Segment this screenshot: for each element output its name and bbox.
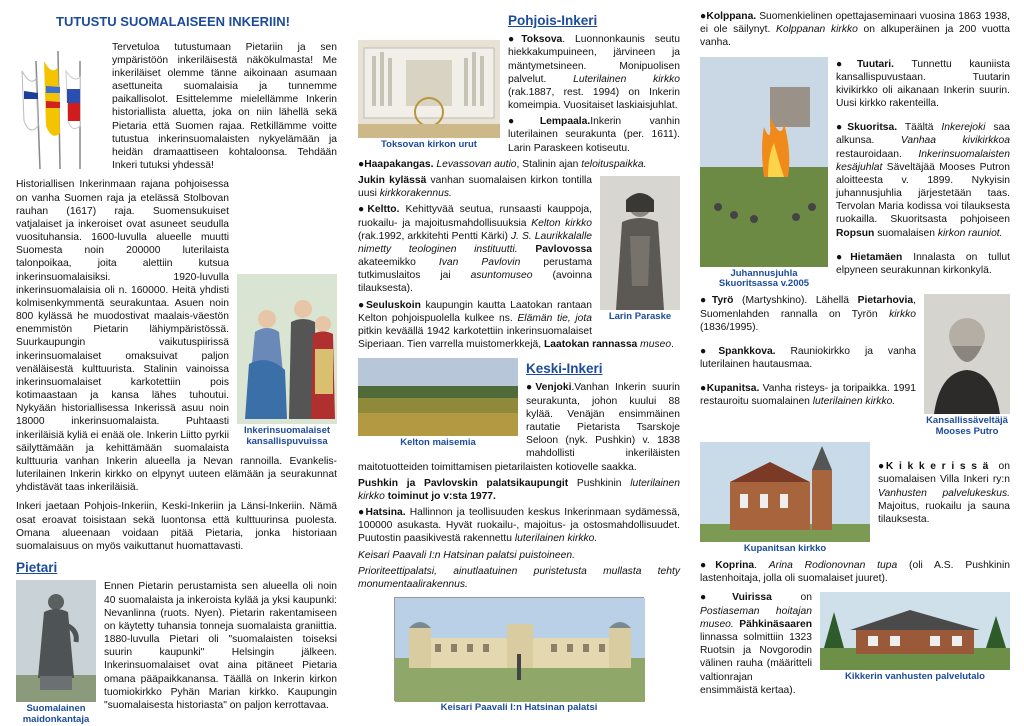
statue-image — [16, 580, 96, 702]
kelto-church: Kelton kirkko — [531, 217, 593, 229]
toksova-church: Luterilainen kirkko — [573, 73, 680, 85]
skuoritsa-text-i: Inkerejoki — [941, 122, 986, 134]
pavlovossa-text2: perustama tutkimuslaitos jai — [358, 257, 592, 282]
pavlovossa-name: Pavlovossa — [517, 243, 592, 255]
skuoritsa-name: Skuoritsa. — [847, 122, 898, 134]
kelton-image — [358, 358, 518, 436]
pavlovossa-text: akateemikko — [358, 257, 439, 269]
toksova-name: Toksova — [521, 34, 563, 46]
intro-paragraph: Tervetuloa tutustumaan Pietariin ja sen ympäristöön inkeriläisestä näkökulmasta! Me inkeriläiset olemme tänne aikoinaan asumaan asettuneita suomalaisia ja tunnemme paikallisolot. Esittelemme mielellämme Inkerin historiallista aluetta, joka on niin lähellä sekä Pietaria että Suomen rajaa. Retkillämme voitte tutustua inkerinsuomalaisten nykyelämään ja heidän dramaattiseen kohtaloonsa. Tehdään Inkeri tutuksi yhdessä! — [112, 41, 337, 172]
history-paragraph-2: Inkeri jaetaan Pohjois-Inkeriin, Keski-Inkeriin ja Länsi-Inkeriin. Nämä osat eroavat toisistaan sekä luontonsa että kulttuurinsa puolesta. Omana alueenaan voidaan pitää Pietaria, jonka historiaan suomalaisuus on myös vaikuttanut huomattavasti. — [16, 501, 337, 552]
haapakangas-text-i: Levassovan autio — [433, 158, 517, 170]
hatsina-text-i: luterilainen kirkko. — [514, 533, 598, 545]
ropsun-text: suomalaisen — [874, 227, 938, 239]
haapakangas-text-i2: teloituspaikka. — [581, 158, 647, 170]
organ-caption: Toksovan kirkon urut — [381, 139, 477, 150]
keski-inkeri-title: Keski-Inkeri — [526, 361, 603, 377]
column-3 — [700, 10, 1010, 716]
kupanitsa-text: Vanha risteys- ja toripaikka. 1991 restauroitu suomalainen — [700, 383, 916, 408]
jukin-text-i: kirkkorakennus. — [379, 188, 452, 200]
kikkerissa-text2: Majoitus, ruokailu ja sauna tilauksesta. — [878, 500, 1010, 525]
tuutari-name: Tuutari. — [857, 58, 894, 70]
haapakangas-name: Haapakangas. — [364, 158, 434, 170]
spankkova-name: Spankkova. — [718, 345, 776, 357]
organ-image — [358, 40, 500, 138]
seuluskoin-text2: pitkin keväällä 1942 karkotettiin inkerinsuomalaiset Siperiaan. Tien varrella muistomerkkejä, — [358, 325, 592, 351]
bullet-icon: ● — [836, 251, 851, 263]
tyro-text3: (1836/1995). — [700, 321, 759, 333]
bullet-icon: ● — [836, 122, 848, 134]
pohjois-inkeri-title: Pohjois-Inkeri — [508, 13, 598, 28]
bullet-icon: ● — [700, 560, 716, 572]
seuluskoin-name: Seuluskoin — [365, 299, 421, 311]
vuirissa-text: on — [771, 592, 812, 604]
hatsina-name: Hatsina. — [365, 507, 406, 519]
putro-caption: Kansallissäveltäjä Mooses Putro — [926, 415, 1008, 438]
bullet-icon: ● — [878, 461, 886, 473]
hietamaen-text: Innalasta on tullut elpyneen seurakunnan kirkonkylä. — [836, 251, 1010, 276]
kupanitsa-image — [700, 442, 870, 542]
kelton-figure — [358, 358, 518, 449]
tyro-name: Tyrö — [711, 295, 734, 307]
haapakangas-text: , Stalinin ajan — [516, 158, 582, 170]
folk-costumes-caption: Inkerinsuomalaiset kansallispuvuissa — [243, 425, 331, 448]
juhannus-figure — [700, 57, 828, 291]
vanhusten-caption: Kikkerin vanhusten palvelutalo — [845, 671, 985, 683]
toksova-text: . Luonnonkaunis seutu hiekkakumpuineen, järvineen ja mäntymetsineen. Monipuolisen palvelut. — [508, 34, 680, 85]
koprina-text2: (oli A.S. Pushkinin lastenhoitaja, jolla oli suomalaiset juuret). — [700, 560, 1010, 585]
venjoki-text: .Vanhan Inkerin suurin seurakunta, johon kuului 88 kylää. Venäjän ensimmäinen rautatie Pietarista Tsarskoje Seloon (nyk. Pushkin) v. 1838 mahdollisti inkeriläisten maitotuotteiden toimittamisen pietarilaisten kotiovelle saakka. — [358, 382, 680, 473]
bullet-icon: ● — [700, 11, 707, 22]
kupanitsa-figure — [700, 442, 870, 555]
bullet-icon: ● — [836, 58, 857, 70]
vanhusten-figure — [820, 592, 1010, 683]
bullet-icon: ● — [358, 299, 366, 311]
spankkova-text: Rauniokirkko ja vanha luterilainen hautausmaa. — [700, 345, 916, 371]
bullet-icon: ● — [358, 158, 365, 170]
kikkerissa-name: Kikkerissä — [885, 461, 995, 473]
bullet-icon: ● — [700, 295, 712, 307]
folk-costumes-figure — [237, 274, 337, 448]
palace-figure — [394, 597, 644, 714]
paraske-image — [600, 176, 680, 310]
tyro-text-i: kirkko — [889, 308, 916, 320]
seuluskoin-text: kaupungin kautta Laatokan rantaan Kelton pohjoispuolella kulkee ns. — [358, 299, 592, 324]
palace-image — [394, 597, 644, 701]
koprina-name: Koprina — [715, 560, 755, 572]
kupanitsa-name: Kupanitsa. — [706, 383, 760, 395]
jukin-text: vanhan suomalaisen kirkon tontilla uusi — [358, 174, 592, 200]
juhannus-caption: Juhannusjuhla Skuoritsassa v.2005 — [718, 267, 810, 290]
pietari-paragraph: Ennen Pietarin perustamista sen alueella oli noin 40 suomalaista ja inkeroista kylää ja yksi kaupunki: Nevanlinna (ruots. Nyen). Pietarin rakentamiseen on käytetty tuhansia tonneja suomalaista graniittia. 1880-luvulla Pietari oli "suomalaisten toiseksi suurin kaupunki" Helsingin jälkeen. Inkerinsuomalaiset ovat aina pitäneet Pietaria omana pääpaikkanansa. Täällä on Inkerin kirkon tuomiokirkko Pyhän Marian kirkko. Kaupungin "suomalaisesta historiasta" on paljon kerrottavaa. — [104, 581, 337, 711]
bullet-icon: ● — [358, 507, 366, 519]
skuoritsa-text3: restauroidaan. — [836, 148, 919, 160]
lempaala-text: Inkerin vanhin luterilainen seurakunta (per. 1611). Larin Paraskeen kotiseutu. — [508, 116, 680, 154]
statue-figure — [16, 580, 96, 726]
pushkin-text2: toiminut jo v:sta 1977. — [384, 490, 496, 502]
bullet-icon: ● — [508, 34, 522, 46]
ropsun-name: Ropsun — [836, 227, 875, 239]
skuoritsa-text-i3: Inkerinsuomalaisten kesäjuhlat — [836, 148, 1010, 173]
bullet-icon: ● — [700, 592, 733, 604]
koprina-entry — [700, 559, 1010, 585]
koprina-text: . — [754, 560, 769, 572]
bullet-icon: ● — [358, 204, 368, 216]
column-1 — [16, 10, 337, 726]
kolppana-text-i: Kolppanan kirkko — [776, 24, 858, 36]
folk-costumes-image — [237, 274, 337, 424]
paraske-figure — [600, 176, 680, 323]
ropsun-text-i: kirkon rauniot. — [937, 227, 1003, 239]
laatokan-text-i: museo — [637, 339, 672, 351]
kikkerissa-text: on suomalaisen Villa Inkeri ry:n — [878, 461, 1010, 486]
organ-figure — [358, 40, 500, 151]
tyro-text2: , Suomenlahden rannalla on Tyrön — [700, 295, 916, 320]
kikkerissa-text-i: Vanhusten palvelukeskus. — [878, 487, 1010, 499]
palace-caption: Keisari Paavali I:n Hatsinan palatsi — [440, 702, 598, 714]
lempaala-name: Lempaala. — [539, 116, 591, 128]
laatokan-text: . — [671, 339, 674, 351]
pahkinasaaren-name: Pähkinäsaaren — [739, 618, 812, 630]
pietari-title: Pietari — [16, 560, 58, 576]
kolppana-entry — [700, 10, 1010, 50]
seuluskoin-text-i: Elämän tie, jota — [517, 312, 592, 324]
pavlovossa-text-i: Ivan Pavlovin — [438, 257, 521, 269]
pushkin-name: Pushkin ja Pavlovskin palatsikaupungit — [358, 477, 569, 489]
hietamaen-name: Hietamäen — [850, 251, 903, 263]
column-2 — [358, 10, 680, 716]
skuoritsa-text: Täältä — [897, 122, 942, 134]
toksova-church-years: (rak.1887, rest. 1994) on Inkerin komeimpia. Vuositaiset laskiaisjuhlat. — [508, 86, 680, 112]
skuoritsa-text2: saa alkunsa. — [836, 122, 1010, 147]
vuirissa-name: Vuirissa — [732, 592, 772, 604]
statue-caption: Suomalainen maidonkantaja — [22, 703, 90, 726]
skuoritsa-text4: Säveltäjää Mooses Putron aloitteesta v. 1899. Nykyisin juhannusjuhlia järjestetään taas. Tervolan Maria kodissa voi tilauksesta ruokailla. Skuoritsasta pohjoiseen — [836, 161, 1010, 226]
kelto-text-i: J. S. Laurikkalalle nimetty teologinen instituutti. — [358, 230, 592, 255]
bullet-icon: ● — [526, 382, 536, 394]
kelto-name: Keltto. — [367, 204, 400, 216]
pavlovossa-text3: (avoinna tilauksesta). — [358, 270, 592, 295]
vanhusten-image — [820, 592, 1010, 670]
kupanitsa-text-i: luterilainen kirkko. — [812, 396, 896, 408]
flags-image — [16, 41, 104, 171]
jukin-name: Jukin kylässä — [358, 174, 427, 186]
juhannus-image — [700, 57, 828, 267]
page-title: TUTUSTU SUOMALAISEEN INKERIIN! — [56, 14, 290, 29]
kolppana-name: Kolppana. — [706, 11, 757, 22]
kolppana-text2: on alkuperäinen ja 200 vuotta vanha. — [700, 24, 1010, 49]
prioriteetti-line: Prioriteettipalatsi, ainutlaatuinen puristetusta mullasta tehty monumentaalirakennus. — [358, 565, 680, 590]
venjoki-name: Venjoki — [535, 382, 572, 394]
kolppana-text: Suomenkielinen opettajaseminaari vuosina 1863 1938, ei ole säilynyt. — [700, 11, 1010, 36]
hatsina-entry — [358, 506, 680, 546]
paraske-caption: Larin Paraske — [608, 310, 672, 322]
pushkin-text: Pushkinin — [568, 477, 631, 489]
bullet-icon: ● — [508, 116, 540, 128]
bullet-icon: ● — [700, 345, 719, 357]
pushkin-text-i: luterilainen kirkko — [358, 477, 680, 502]
tuutari-text: Tunnettu kauniista kansallispuvustaan. Tuutarin kivikirkko oli aikanaan Inkerin suurin. Uusi kirkko rakenteilla. — [836, 58, 1010, 110]
kelton-caption: Kelton maisemia — [400, 437, 476, 449]
history-paragraph-1: Historiallisen Inkerinmaan rajana pohjoisessa on vanha Suomen raja ja etelässä Stolbovan rauhan (1617) raja. Suomensukuiset vatjalaiset ja inkeroiset ovat asuneet seudulla vuosituhansia. 1600-luvulla alueelle muutti Suomesta noin 200000 luterilaista talonpoikaa, joita alettiin kutsua inkerinsuomalaisiksi. 1920-luvulla inkerinsuomalaisia oli n. 160000. Heitä yhdisti kolmisenkymmentä seurakuntaa. Asuen noin 800 kylässä he muodostivat maalais-väestön enemmistön Pietarin lähiympäristössä. Suurkaupungin vaikutuspiirissä inkerinsuomalaiset omaksuivat paljon venäläisestä kulttuurista. Stalinin vainoissa inkerinsuomalaiset karkotettiin pois kotimaastaan ja kansa lähes tuhoutui. Nykyään historiallisessa Inkerissä asuu noin 18000 inkerinsuomalaista. Puhtaasti inkeriläisiä kyliä ei enää ole. Inkerin Liitto pyrkii säilyttämään ja kehittämään suomalaista kulttuuria vanhan Inkerin alueella ja Nevan rannoilla. Evankelis-luterilainen Inkerin kirkko on elpynyt uuteen elämään ja seurakunnat yhdistävät taas inkeriläisiä. — [16, 179, 337, 494]
pietarhovia-name: Pietarhovia — [857, 295, 914, 307]
keisari-line: Keisari Paavali I:n Hatsinan palatsi puistoineen. — [358, 549, 575, 561]
putro-image — [924, 294, 1010, 414]
laatokan-name: Laatokan rannassa — [544, 339, 638, 351]
skuoritsa-text-i2: Vanhaa kivikirkkoa — [900, 135, 1010, 147]
tyro-text: (Martyshkino). Lähellä — [733, 295, 858, 307]
kelto-text2: (rak.1992, arkkitehti Pentti Kärki) — [358, 230, 511, 242]
bullet-icon: ● — [700, 383, 707, 395]
kelto-text: Kehittyvää seutua, runsaasti kauppoja, ruokailu- ja majoitusmahdollisuuksia — [358, 204, 592, 229]
pahkinasaaren-text: linnassa solmittiin 1323 Ruotsin ja Novgorodin välinen rauha (määritteli valtionrajan ensimmäistä kertaa). — [700, 631, 812, 696]
pushkin-entry — [358, 477, 680, 503]
kupanitsa-caption: Kupanitsan kirkko — [743, 543, 827, 555]
putro-figure — [924, 294, 1010, 438]
flags-figure — [16, 41, 104, 171]
koprina-text-i: Arina Rodionovnan tupa — [768, 560, 898, 572]
vuirissa-text-i: Postiaseman hoitajan museo. — [700, 605, 812, 630]
hatsina-text: Hallinnon ja teollisuuden keskus Inkerinmaan sydämessä, 100000 asukasta. Hyvät ruokailu-, majoitus- ja ostosmahdollisuudet. Puutostin paasikivestä rakennettu — [358, 507, 680, 545]
haapakangas-entry — [358, 158, 680, 171]
pavlovossa-text-i2: asuntomuseo — [470, 270, 533, 282]
